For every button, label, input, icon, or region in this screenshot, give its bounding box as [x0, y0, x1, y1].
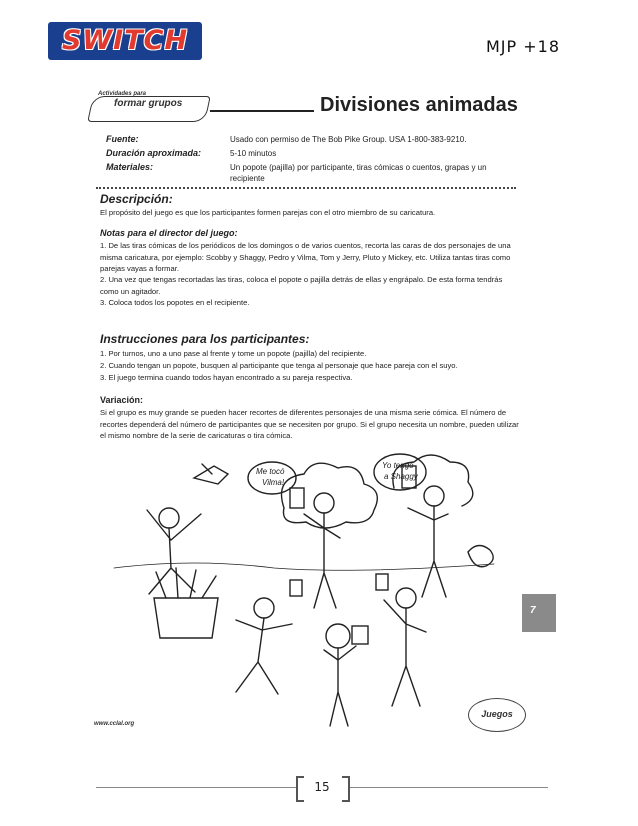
meta-value-duracion: 5-10 minutos [230, 149, 277, 158]
descripcion-text: El propósito del juego es que los participantes formen parejas con el otro miembro de su caricatura. [100, 208, 436, 217]
section-tag-line2: formar grupos [114, 98, 183, 109]
footer-rule-right [350, 787, 548, 788]
cartoon-illustration [94, 448, 514, 733]
bubble-left-text-2: Vilma! [262, 478, 285, 487]
logo-text: SWITCH [61, 25, 189, 56]
website-url: www.cclal.org [94, 721, 135, 727]
page-title: Divisiones animadas [320, 94, 518, 116]
section-tag-line1: Actividades para [98, 91, 147, 97]
footer-bracket-right [342, 776, 350, 802]
notas-heading: Notas para el director del juego: [100, 228, 238, 238]
meta-label-materiales: Materiales: [106, 162, 154, 172]
juegos-badge [468, 698, 526, 732]
descripcion-heading: Descripción: [100, 192, 173, 206]
dotted-divider [96, 187, 516, 189]
notas-item-3: 3. Coloca todos los popotes en el recipiente. [100, 298, 250, 307]
chapter-tab-number: 7 [530, 605, 536, 616]
meta-label-duracion: Duración aproximada: [106, 148, 202, 158]
page-number: 15 [314, 780, 330, 794]
document-code: MJP +18 [486, 37, 561, 56]
instrucciones-item-1: 1. Por turnos, uno a uno pase al frente y tome un popote (pajilla) del recipiente. [100, 349, 367, 358]
meta-value-materiales: Un popote (pajilla) por participante, tiras cómicas o cuentos, grapas y un recipiente [230, 163, 487, 183]
instrucciones-item-3: 3. El juego termina cuando todos hayan encontrado a su pareja respectiva. [100, 373, 353, 382]
bubble-left-text: Me tocó [256, 467, 285, 476]
juegos-badge-text: Juegos [481, 709, 513, 719]
notas-item-2: 2. Una vez que tengas recortadas las tiras, coloca el popote o pajilla detrás de ellas y engrápalo. De esta forma tendrás como un agitador. [100, 275, 503, 296]
notas-item-1: 1. De las tiras cómicas de los periódicos de los domingos o de varios cuentos, recorta las caras de dos personajes de una misma caricatura, por ejemplo: Scobby y Shaggy, Pedro y Vilma, Tom y Jerry, Pluto y Mickey, etc. Utiliza tantas tiras como parejas vayas a formar. [100, 241, 511, 273]
bubble-right-text-2: a Shaggy [384, 472, 418, 481]
title-rule [210, 110, 314, 112]
variacion-heading: Variación: [100, 395, 144, 405]
chapter-tab [522, 594, 556, 632]
instrucciones-heading: Instrucciones para los participantes: [100, 332, 310, 346]
meta-label-fuente: Fuente: [106, 134, 139, 144]
footer-rule-left [96, 787, 296, 788]
scanned-page [84, 88, 524, 744]
variacion-text: Si el grupo es muy grande se pueden hacer recortes de diferentes personajes de una misma serie cómica. El número de recortes dependerá del número de participantes que se necesiten por grupo. Si el grupo necesita un nombre, pueden utilizar el mismo nombre de la serie de caricaturas o tira cómica. [100, 408, 519, 440]
switch-logo [48, 22, 202, 60]
bubble-right-text: Yo tengo [382, 461, 414, 470]
meta-value-fuente: Usado con permiso de The Bob Pike Group. USA 1-800-383-9210. [230, 135, 467, 144]
instrucciones-item-2: 2. Cuando tengan un popote, busquen al participante que tenga al personaje que hace pareja con el suyo. [100, 361, 458, 370]
